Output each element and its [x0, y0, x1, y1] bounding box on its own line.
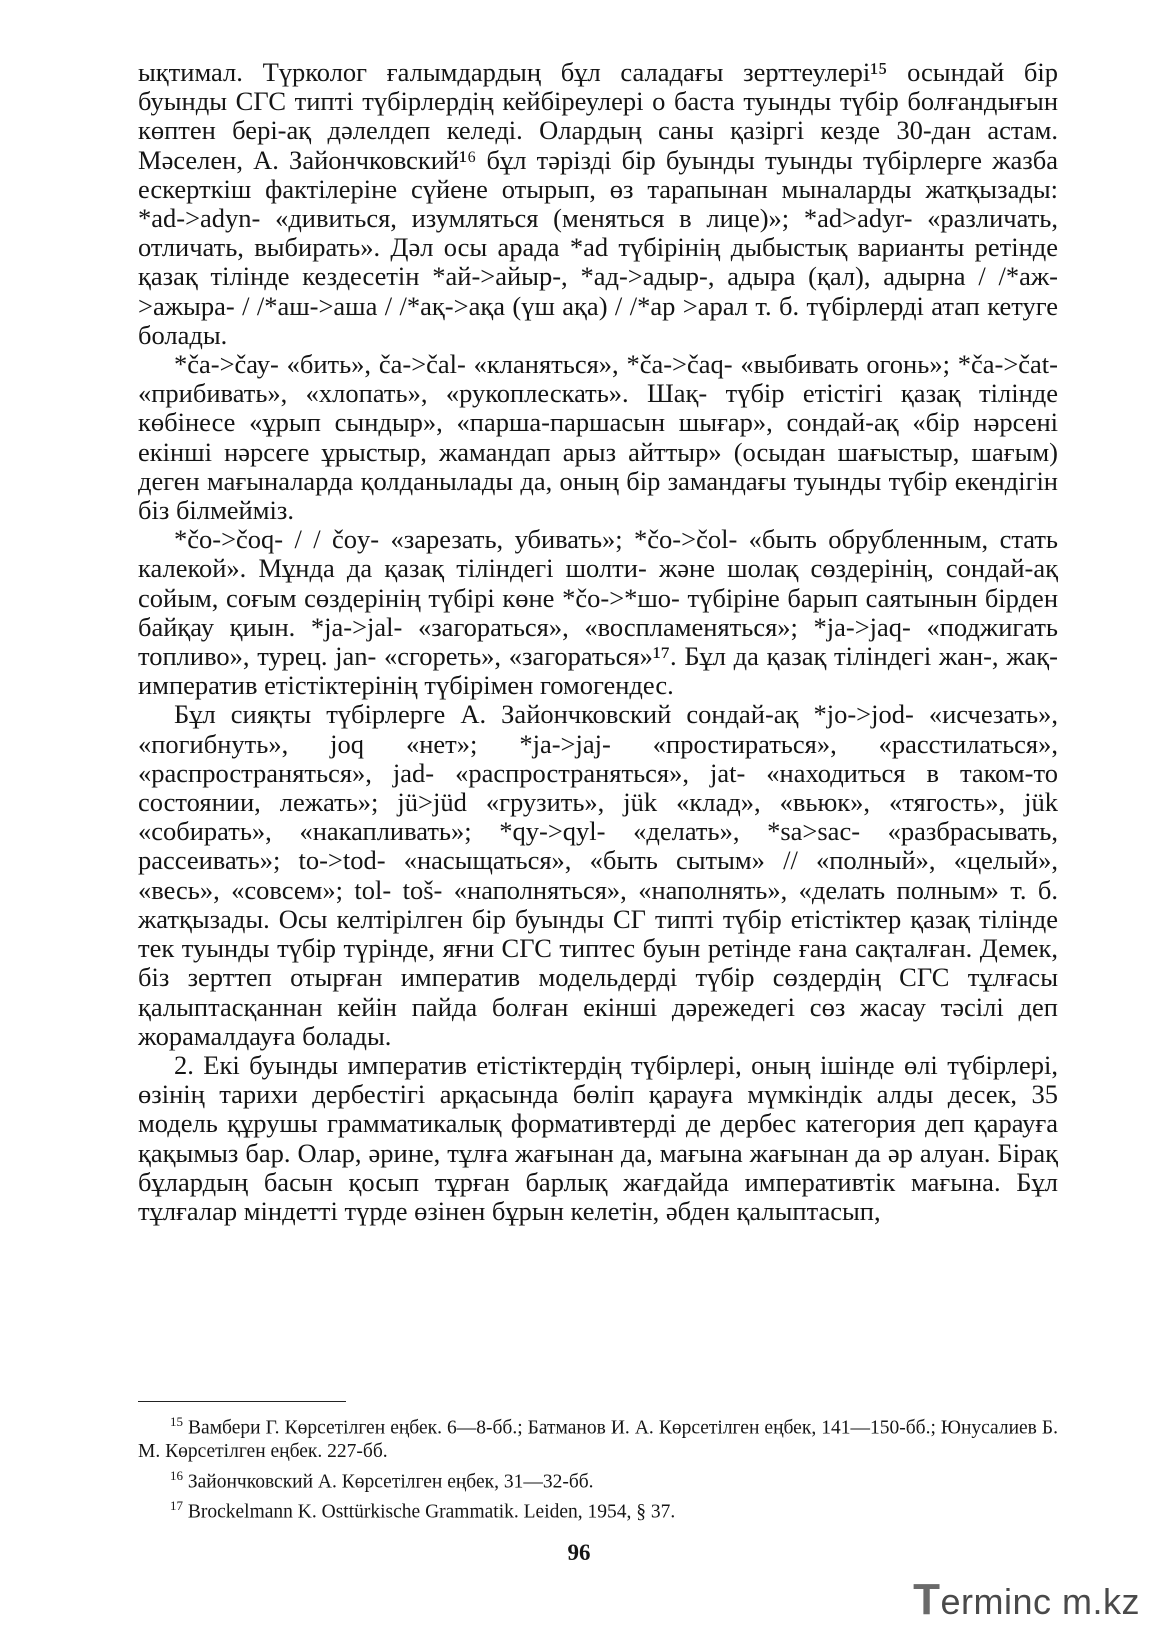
footnote-15 [138, 1410, 1058, 1464]
watermark-rest: erminc m.kz [940, 1581, 1140, 1622]
paragraph-5 [138, 1051, 1058, 1226]
page-number: 96 [567, 1540, 591, 1565]
paragraph-2-text: *čа->čау- «бить», čа->čаl- «кланяться», *čа->čaq- «выбивать огонь»; *čа->čat- «прибивать», «хлопать», «рукоплескать». Шақ- түбір етістігі қазақ тілінде көбінесе «ұрып сындыр», «парша-паршасын шығар», сондай-ақ «бір нәрсені екінші нәрсеге ұрыстыр, жамандап арыз айттыр» (осыдан шағыстыр, шағым) деген мағыналарда қолданылады да, оның бір замандағы туынды түбір екендігін біз білмейміз. [138, 349, 1058, 526]
paragraph-1-text: ықтимал. Түрколог ғалымдардың бұл саладағы зерттеулері¹⁵ осындай бір буынды СГС типті түбірлердің кейбіреулері о баста туынды түбір болғандығын көптен бері-ақ дәлелдеп келеді. Олардың саны қазіргі кезде 30-дан астам. Мәселен, А. Зайончковский¹⁶ бұл тәрізді бір буынды туынды түбірлерге жазба ескерткіш фактілеріне сүйене отырып, өз тарапынан мыналарды жатқызады: *ad->adyn- «дивиться, изумляться (меняться в лице)»; *ad>adyr- «различать, отличать, выбирать». Дәл осы арада *ad түбірінің дыбыстық варианты ретінде қазақ тілінде кездесетін *ай->айыр-, *ад->адыр-, адыра (қал), адырна / /*аж->ажыра- / /*аш->аша / /*ақ->ақа (үш ақа) / /*ар >арал т. б. түбірлерді атап кетуге болады. [138, 57, 1058, 350]
watermark-logo [913, 1575, 1140, 1625]
footnote-17-mark: 17 [170, 1498, 183, 1514]
paragraph-1 [138, 58, 1058, 350]
footnote-17 [138, 1494, 1058, 1524]
footnote-17-text: Brockelmann K. Osttürkische Grammatik. Leiden, 1954, § 37. [187, 1501, 676, 1523]
page-body [138, 58, 1058, 1226]
footnote-16-mark: 16 [170, 1468, 183, 1484]
footnotes [138, 1410, 1058, 1525]
paragraph-4 [138, 700, 1058, 1050]
footnote-divider [138, 1401, 346, 1402]
paragraph-3-text: *čо->čoq- / / čoy- «зарезать, убивать»; *čо->čol- «быть обрубленным, стать калекой». Мұнда да қазақ тіліндегі шолти- және шолақ сөздерінің, сондай-ақ сойым, соғым сөздерінің түбірі көне *čо->*шо- түбіріне барып саятынын бірден байқау қиын. *ja->jal- «загораться», «воспламеняться»; *ja->jaq- «поджигать топливо», турец. jan- «сгореть», «загораться»¹⁷. Бұл да қазақ тіліндегі жан-, жақ- императив етістіктерінің түбірімен гомогендес. [138, 524, 1058, 701]
paragraph-2 [138, 350, 1058, 525]
footnote-15-text: Вамбери Г. Көрсетілген еңбек. 6—8-бб.; Батманов И. А. Көрсетілген еңбек, 141—150-бб.; Юнусалиев Б. М. Көрсетілген еңбек. 227-бб. [138, 1417, 1058, 1463]
watermark-first-letter: T [913, 1575, 941, 1624]
footnote-16-text: Зайончковский А. Көрсетілген еңбек, 31—32-бб. [187, 1471, 594, 1493]
footnote-16 [138, 1464, 1058, 1494]
paragraph-3 [138, 525, 1058, 700]
paragraph-4-text: Бұл сияқты түбірлерге А. Зайончковский сондай-ақ *jo->jod- «исчезать», «погибнуть», joq «нет»; *ja->jaj- «простираться», «расстилаться», «распространяться», jad- «распространяться», jat- «находиться в таком-то состоянии, лежать»; jü>jüd «грузить», jük «клад», «вьюк», «тягость», jük «собирать», «накапливать»; *qy->qyl- «делать», *sa>sac- «разбрасывать, рассеивать»; to->tod- «насыщаться», «быть сытым» // «полный», «целый», «весь», «совсем»; tol- toš- «наполняться», «наполнять», «делать полным» т. б. жатқызады. Осы келтірілген бір буынды СГ типті түбір етістіктер қазақ тілінде тек туынды түбір түрінде, яғни СГС типтес буын ретінде ғана сақталған. Демек, біз зерттеп отырған императив модельдерді түбір сөздердің СГС тұлғасы қалыптасқаннан кейін пайда болған екінші дәрежедегі сөз жасау тәсілі деп жорамалдауға болады. [138, 699, 1058, 1051]
footnote-15-mark: 15 [170, 1414, 183, 1429]
paragraph-5-text: 2. Екі буынды императив етістіктердің түбірлері, оның ішінде өлі түбірлері, өзінің тарихи дербестігі арқасында бөліп қарауға мүмкіндік алды десек, 35 модель құрушы грамматикалық формативтерді де дербес категория деп қарауға қақымыз бар. Олар, әрине, тұлға жағынан да, мағына жағынан да әр алуан. Бірақ бұлардың басын қосып тұрған барлық жағдайда императивтік мағына. Бұл тұлғалар міндетті түрде өзінен бұрын келетін, әбден қалыптасып, [138, 1049, 1058, 1226]
